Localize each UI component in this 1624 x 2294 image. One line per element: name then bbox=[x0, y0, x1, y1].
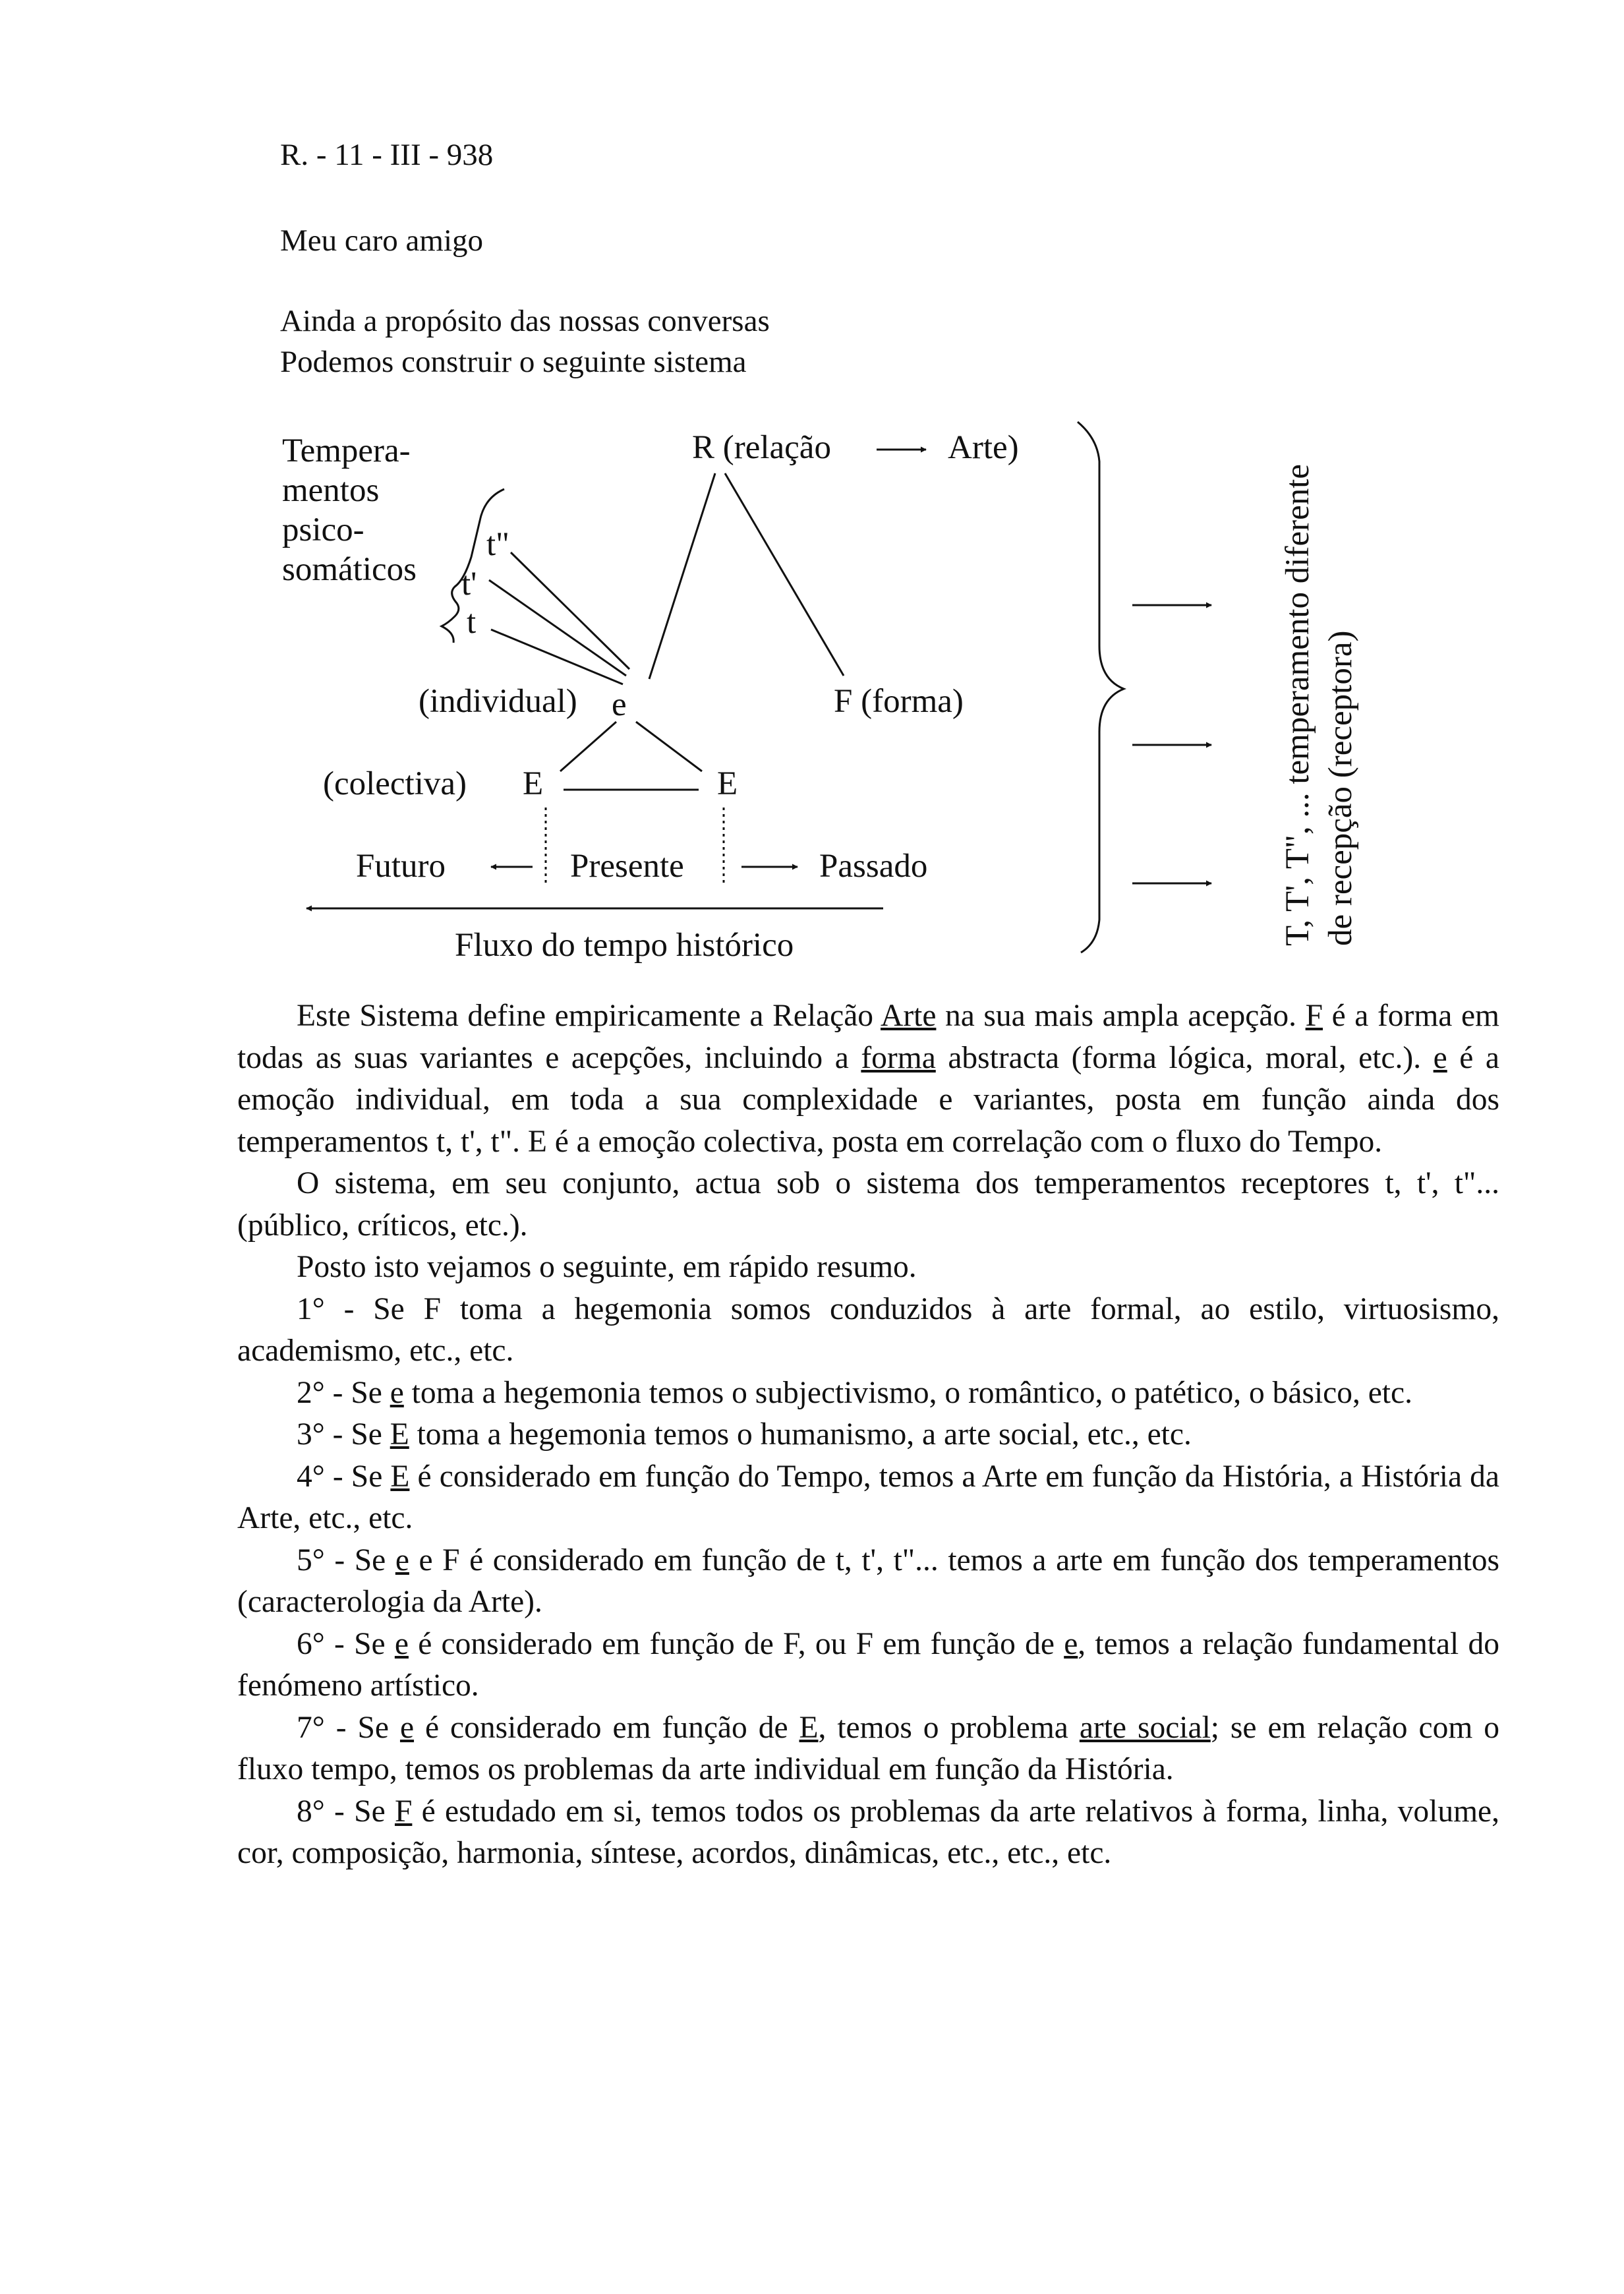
reception-temperament-line-1: T, T', T", ... temperamento diferente bbox=[1279, 463, 1316, 946]
paragraph-summary: Posto isto vejamos o seguinte, em rápido resumo. bbox=[297, 1250, 917, 1284]
futuro-label: Futuro bbox=[356, 848, 446, 885]
passado-label: Passado bbox=[819, 848, 928, 885]
time-flow-label: Fluxo do tempo histórico bbox=[455, 927, 794, 964]
t-plain: t bbox=[467, 604, 477, 641]
system-brace bbox=[1078, 422, 1124, 953]
individual-label: (individual) bbox=[419, 683, 577, 720]
presente-label: Presente bbox=[570, 848, 684, 885]
list-item: 2° - Se e toma a hegemonia temos o subjectivismo, o romântico, o patético, o básico, etc. bbox=[297, 1375, 1412, 1410]
temperaments-label-3: psico- bbox=[282, 512, 364, 548]
letter-date: R. - 11 - III - 938 bbox=[280, 138, 494, 172]
t-prime: t' bbox=[461, 566, 477, 603]
list-item: 8° - Se F é estudado em si, temos todos os problemas da arte relativos à forma, linha, volume, cor, composição, harmonia, síntese, acordos, dinâmicas, etc., etc., etc. bbox=[237, 1794, 1499, 1870]
list-item: 3° - Se E toma a hegemonia temos o humanismo, a arte social, etc., etc. bbox=[297, 1417, 1192, 1452]
temperaments-label-1: Tempera- bbox=[282, 432, 411, 469]
list-item: 6° - Se e é considerado em função de F, ou F em função de e, temos a relação fundamental do fenómeno artístico. bbox=[237, 1626, 1499, 1703]
colectiva-label: (colectiva) bbox=[323, 765, 467, 802]
intro-line-2: Podemos construir o seguinte sistema bbox=[280, 345, 747, 379]
e-node: e bbox=[612, 686, 627, 723]
t-double-prime: t" bbox=[486, 526, 509, 563]
intro-line-1: Ainda a propósito das nossas conversas bbox=[280, 304, 770, 338]
r-relation-label: R (relação bbox=[692, 429, 831, 466]
paragraph-system: O sistema, em seu conjunto, actua sob o sistema dos temperamentos receptores t, t', t"... (público, críticos, etc.). bbox=[237, 1166, 1499, 1243]
temperaments-label-2: mentos bbox=[282, 472, 380, 509]
r-arte-label: Arte) bbox=[948, 429, 1019, 466]
temperaments-label-4: somáticos bbox=[282, 551, 417, 588]
forma-label: F (forma) bbox=[834, 683, 964, 720]
salutation: Meu caro amigo bbox=[280, 223, 484, 258]
list-item: 4° - Se E é considerado em função do Tempo, temos a Arte em função da História, a História da Arte, etc., etc. bbox=[237, 1459, 1499, 1535]
list-item: 5° - Se e e F é considerado em função de t, t', t"... temos a arte em função dos temperamentos (caracterologia da Arte). bbox=[237, 1543, 1499, 1619]
reception-temperament-line-2: de recepção (receptora) bbox=[1322, 630, 1359, 946]
list-item: 7° - Se e é considerado em função de E, temos o problema arte social; se em relação com o fluxo tempo, temos os problemas da arte individual em função da História. bbox=[237, 1710, 1499, 1786]
e-collective-left: E bbox=[523, 765, 544, 802]
e-collective-right: E bbox=[717, 765, 738, 802]
paragraph-definition: Este Sistema define empiricamente a Relação Arte na sua mais ampla acepção. F é a forma em todas as suas variantes e acepções, incluindo a forma abstracta (forma lógica, moral, etc.). e é a emoção individual, em toda a sua complexidade e variantes, posta em função ainda dos temperamentos t, t', t". E é a emoção colectiva, posta em correlação com o fluxo do Tempo. bbox=[237, 999, 1500, 1159]
art-system-diagram bbox=[0, 0, 1624, 989]
letter-body bbox=[237, 995, 1499, 1875]
list-item: 1° - Se F toma a hegemonia somos conduzidos à arte formal, ao estilo, virtuosismo, academismo, etc., etc. bbox=[237, 1291, 1499, 1368]
